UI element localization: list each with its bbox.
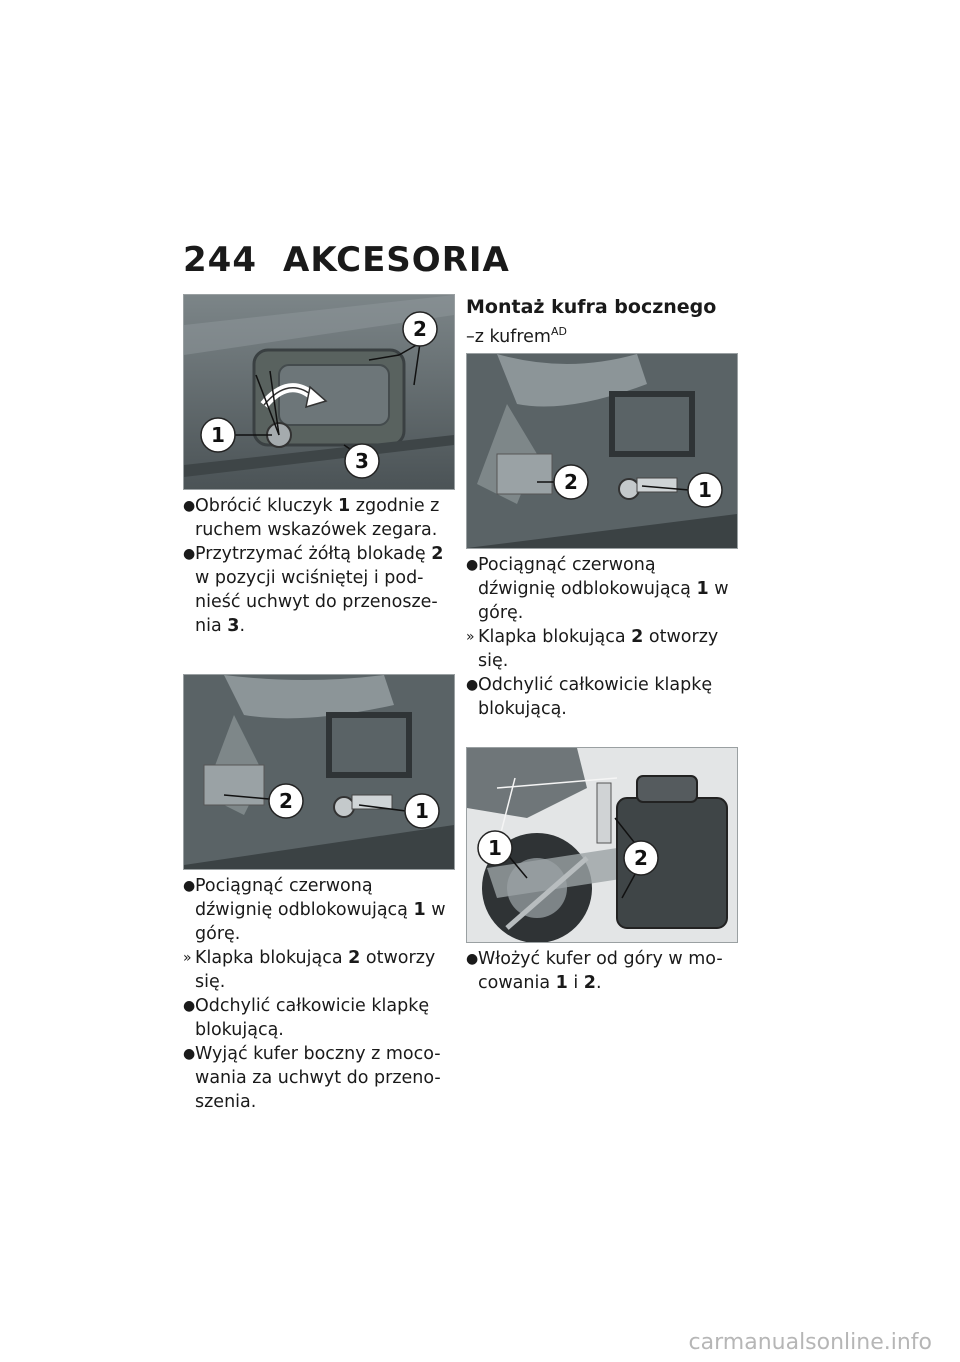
list-item: ● Przytrzymać żółtą blokadę 2 w pozycji wciśniętej i pod-nieść uchwyt do przenosze-nia 3.: [183, 544, 444, 636]
list-item: ● Odchylić całkowicie klapkę blokującą.: [466, 674, 713, 719]
bullet-icon: ●: [466, 556, 479, 573]
bullet-icon: ●: [466, 950, 479, 967]
callout-2-label: 2: [564, 469, 578, 494]
list-item: » Klapka blokująca 2 otworzy się.: [466, 626, 719, 671]
callout-1-label: 1: [211, 423, 225, 447]
section-subtitle: –z kufrem$^{AD}$: [466, 325, 567, 347]
result-arrow-icon: »: [183, 950, 192, 966]
figure-release-lever-2-illustration: [467, 354, 737, 548]
callout-1-label: 1: [415, 799, 429, 823]
list-item: ● Obrócić kluczyk 1 zgodnie z ruchem wskazówek zegara.: [183, 496, 440, 540]
list-item: ● Odchylić całkowicie klapkę blokującą.: [183, 996, 430, 1040]
figure-key-lock: [183, 294, 455, 490]
callout-2-label: 2: [279, 789, 293, 813]
callout-3-label: 3: [355, 449, 369, 473]
chapter-title: AKCESORIA: [283, 240, 510, 280]
callout-1-label: 1: [698, 477, 712, 502]
figure-release-lever: [183, 674, 455, 870]
steps-list-3: [466, 553, 738, 721]
page-header: [183, 240, 510, 280]
page-number: 244: [183, 240, 257, 280]
section-title: Montaż kufra bocznego: [466, 296, 717, 318]
figure-key-lock-illustration: [184, 295, 454, 489]
steps-list-4: [466, 947, 738, 995]
steps-list-1: [183, 494, 453, 638]
watermark: carmanualsonline.info: [688, 1330, 932, 1355]
figure-release-lever-illustration: [184, 675, 454, 869]
list-item: ● Pociągnąć czerwoną dźwignię odblokowującą 1 w górę.: [466, 554, 729, 623]
equipment-code: AD: [550, 325, 567, 338]
steps-list-2: [183, 874, 453, 1114]
bullet-icon: ●: [466, 676, 479, 693]
list-item: ● Pociągnąć czerwoną dźwignię odblokowującą 1 w górę.: [183, 876, 446, 944]
callout-1-label: 1: [488, 835, 502, 860]
list-item: ● Wyjąć kufer boczny z moco-wania za uchwyt do przeno-szenia.: [183, 1044, 441, 1112]
figure-release-lever-2: [466, 353, 738, 549]
figure-mount-case-illustration: [467, 748, 737, 942]
list-item: » Klapka blokująca 2 otworzy się.: [183, 948, 436, 992]
bullet-icon: ●: [183, 546, 196, 562]
result-arrow-icon: »: [466, 628, 475, 645]
right-column: [466, 294, 738, 995]
callout-2-label: 2: [413, 317, 427, 341]
bullet-icon: ●: [183, 498, 196, 514]
list-item: ● Włożyć kufer od góry w mo-cowania 1 i 2.: [466, 948, 723, 993]
figure-mount-case: [466, 747, 738, 943]
bullet-icon: ●: [183, 1046, 196, 1062]
bullet-icon: ●: [183, 878, 196, 894]
left-column: [183, 294, 453, 1114]
bullet-icon: ●: [183, 998, 196, 1014]
callout-2-label: 2: [634, 845, 648, 870]
